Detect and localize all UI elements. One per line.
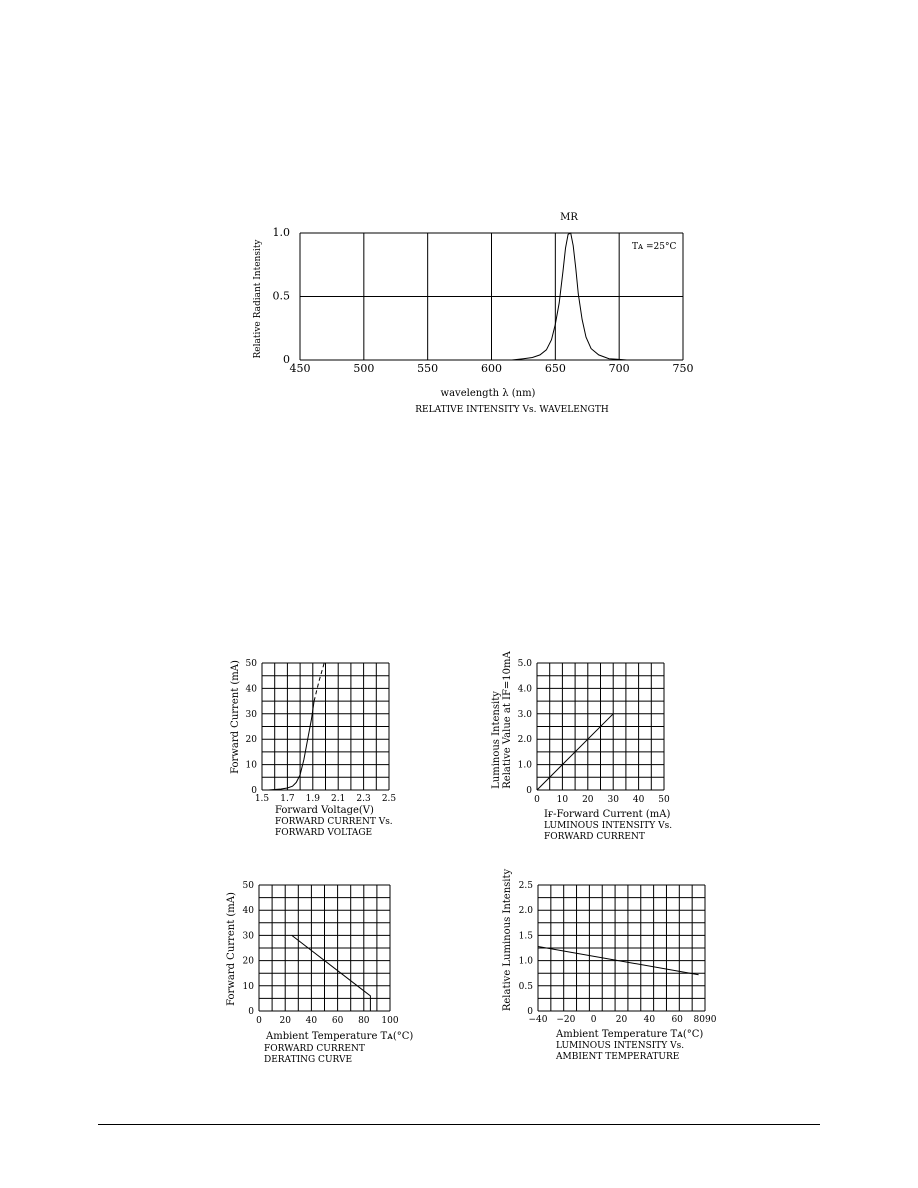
y-tick-label: 50: [242, 881, 254, 891]
li-x-ticks: [534, 795, 670, 805]
x-tick-label: 550: [417, 362, 439, 375]
iv-curve-dashed: [314, 663, 324, 701]
derating-title-line2: DERATING CURVE: [264, 1055, 353, 1065]
y-tick-label: 3.0: [517, 709, 532, 720]
x-tick-label: 0: [256, 1016, 262, 1026]
x-tick-label: 50: [658, 795, 670, 805]
iv-title-line1: FORWARD CURRENT Vs.: [275, 817, 393, 827]
iv-curve-solid: [268, 701, 314, 790]
y-tick-label: 1.0: [517, 760, 532, 771]
iv-y-ticks: [246, 659, 258, 796]
x-tick-label: 60: [331, 1016, 344, 1026]
x-tick-label: 750: [672, 362, 694, 375]
li-x-axis-label: Iғ-Forward Current (mA): [544, 809, 671, 820]
iv-grid: [262, 663, 389, 790]
x-tick-label: 1.5: [254, 794, 270, 804]
x-tick-label: 100: [381, 1016, 399, 1026]
x-tick-label: 40: [632, 795, 645, 805]
li-title-line1: LUMINOUS INTENSITY Vs.: [544, 821, 673, 831]
derating-chart: [226, 881, 413, 1065]
y-tick-label: 1.0: [272, 226, 290, 239]
x-tick-label: 20: [615, 1015, 628, 1025]
spectrum-temp-annotation: Tᴀ =25°C: [632, 242, 677, 252]
y-tick-label: 1.5: [518, 931, 533, 942]
x-tick-label: 1.9: [305, 794, 320, 804]
li-y-axis-label-line1: Luminous Intensity: [491, 691, 502, 789]
y-tick-label: 0.5: [272, 289, 290, 303]
iv-title-line2: FORWARD VOLTAGE: [275, 828, 373, 838]
x-tick-label: −40: [528, 1015, 548, 1025]
x-tick-label: 0: [590, 1015, 597, 1025]
x-tick-label: 40: [643, 1015, 656, 1025]
derating-y-ticks: [243, 881, 255, 1017]
temp-grid: [538, 885, 705, 1011]
temp-x-ticks: [529, 1015, 717, 1025]
y-tick-label: 50: [245, 659, 257, 669]
temp-title-line1: LUMINOUS INTENSITY Vs.: [556, 1041, 685, 1051]
spectrum-series-label: MR: [560, 212, 578, 223]
y-tick-label: 0: [248, 1007, 254, 1017]
y-tick-label: 0: [526, 786, 532, 796]
spectrum-chart: [253, 212, 694, 415]
x-tick-label: 20: [582, 795, 594, 805]
y-tick-label: 40: [242, 906, 254, 917]
x-tick-label: 30: [607, 795, 619, 805]
spectrum-y-ticks: [273, 226, 291, 366]
x-tick-label: 2.5: [381, 794, 397, 804]
x-tick-label: 8090: [693, 1015, 717, 1025]
y-tick-label: 30: [242, 931, 254, 942]
spectrum-x-axis-label: wavelength λ (nm): [440, 388, 536, 399]
li-y-axis-label-line2: Relative Value at IF=10mA: [502, 651, 513, 789]
y-tick-label: 40: [245, 684, 257, 695]
footer-divider: [98, 1124, 820, 1125]
derating-title-line1: FORWARD CURRENT: [264, 1044, 365, 1054]
x-tick-label: 0: [534, 795, 540, 805]
x-tick-label: 700: [608, 362, 630, 375]
y-tick-label: 20: [245, 735, 257, 746]
li-chart: [491, 651, 672, 842]
x-tick-label: 650: [544, 362, 566, 375]
spectrum-x-ticks: [290, 362, 694, 375]
y-tick-label: 2.0: [517, 735, 532, 746]
iv-x-axis-label: Forward Voltage(V): [275, 805, 374, 816]
y-tick-label: 1.0: [518, 956, 533, 967]
y-tick-label: 20: [242, 956, 254, 967]
derating-y-axis-label: Forward Current (mA): [226, 892, 237, 1006]
x-tick-label: 600: [481, 362, 502, 375]
li-y-ticks: [518, 659, 533, 796]
x-tick-label: 1.7: [280, 794, 295, 804]
spectrum-y-axis-label: Relative Radiant Intensity: [253, 239, 263, 359]
y-tick-label: 5.0: [517, 659, 532, 669]
temp-x-axis-label: Ambient Temperature Tᴀ(°C): [556, 1029, 704, 1040]
y-tick-label: 0: [251, 786, 257, 796]
li-title-line2: FORWARD CURRENT: [544, 832, 645, 842]
temp-title-line2: AMBIENT TEMPERATURE: [556, 1052, 680, 1062]
spectrum-title: RELATIVE INTENSITY Vs. WAVELENGTH: [415, 405, 609, 415]
y-tick-label: 10: [245, 760, 257, 771]
y-tick-label: 0: [283, 353, 290, 366]
x-tick-label: −20: [556, 1015, 576, 1025]
x-tick-label: 500: [353, 362, 375, 375]
y-tick-label: 0.5: [518, 981, 533, 992]
x-tick-label: 60: [671, 1015, 683, 1025]
iv-x-ticks: [255, 794, 397, 804]
y-tick-label: 2.0: [518, 906, 533, 917]
x-tick-label: 80: [358, 1016, 370, 1026]
iv-y-axis-label: Forward Current (mA): [230, 660, 241, 774]
x-tick-label: 40: [305, 1016, 318, 1026]
y-tick-label: 2.5: [518, 881, 533, 891]
derating-grid: [259, 885, 390, 1011]
temp-y-axis-label: Relative Luminous Intensity: [502, 868, 513, 1012]
y-tick-label: 4.0: [517, 684, 532, 695]
iv-chart: [230, 659, 396, 838]
spectrum-grid: [300, 233, 683, 360]
x-tick-label: 10: [556, 795, 569, 805]
x-tick-label: 2.3: [356, 794, 371, 804]
derating-x-ticks: [256, 1016, 399, 1026]
y-tick-label: 0: [527, 1007, 533, 1017]
derating-x-axis-label: Ambient Temperature Tᴀ(°C): [266, 1031, 414, 1042]
temp-chart: [502, 868, 717, 1062]
temp-y-ticks: [519, 881, 534, 1017]
x-tick-label: 2.1: [331, 794, 346, 804]
y-tick-label: 10: [242, 981, 254, 992]
x-tick-label: 450: [289, 362, 311, 375]
x-tick-label: 20: [279, 1016, 291, 1026]
y-tick-label: 30: [245, 709, 257, 720]
